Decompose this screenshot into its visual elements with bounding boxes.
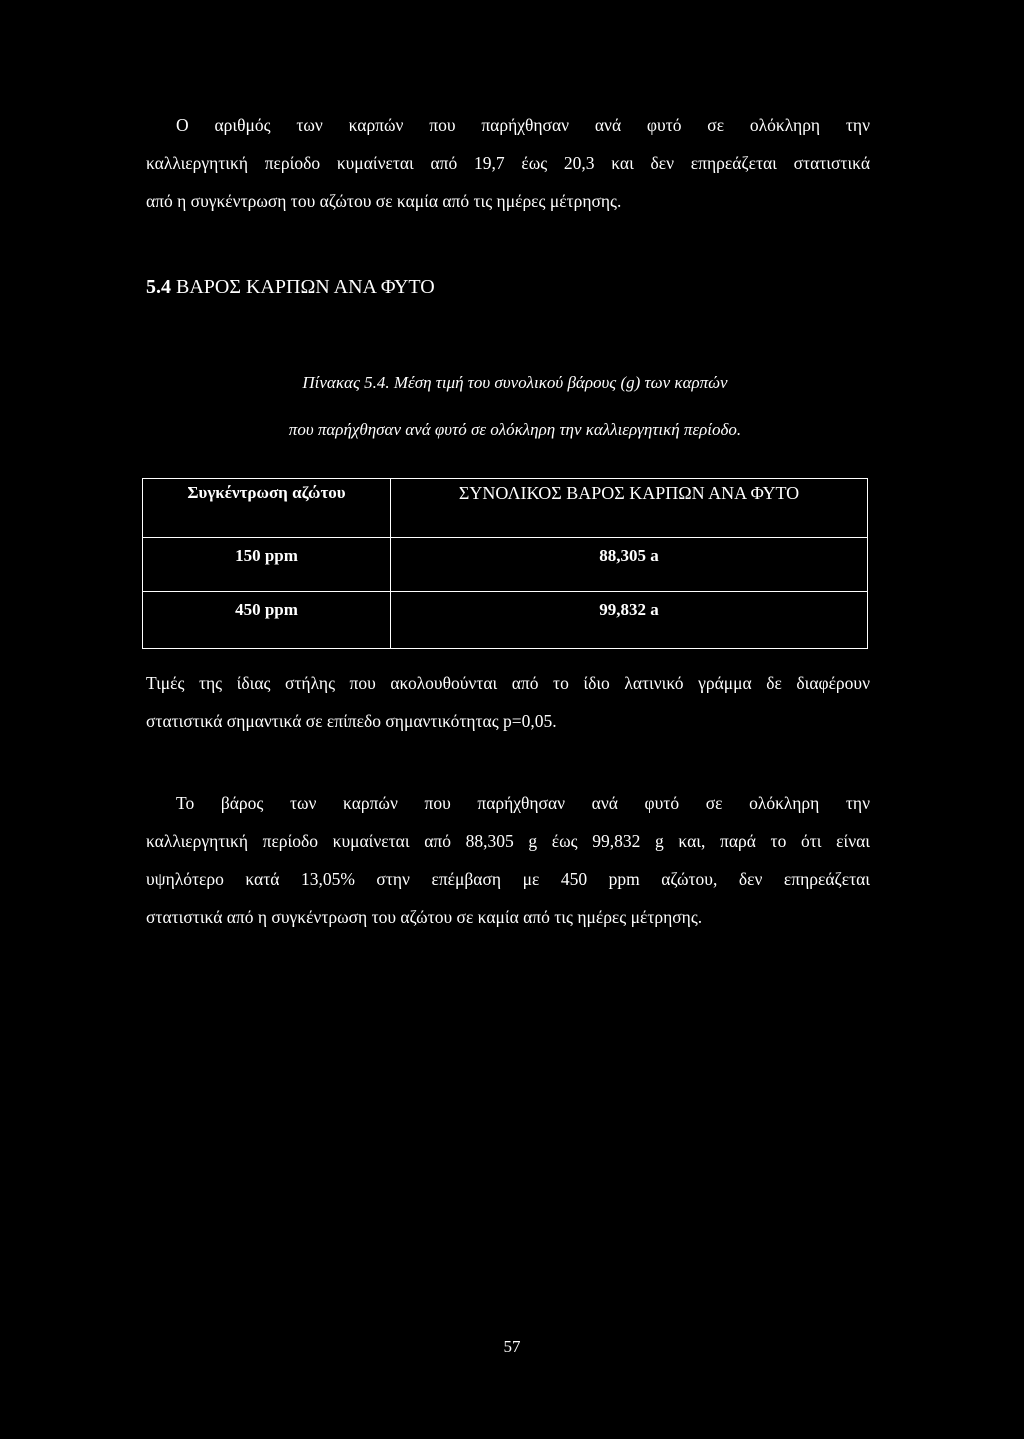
table-cell-weight: 99,832 a [391,592,868,649]
table-note-line: Τιμές της ίδιας στήλης που ακολουθούνται από το ίδιο λατινικό γράμμα δε διαφέρουν [146,673,870,693]
table-note-line: στατιστικά σημαντικά σε επίπεδο σημαντικότητας p=0,05. [146,711,557,731]
section-title: ΒΑΡΟΣ ΚΑΡΠΩΝ ΑΝΑ ΦΥΤΟ [176,276,435,298]
paragraph-line: από η συγκέντρωση του αζώτου σε καμία από τις ημέρες μέτρησης. [146,191,622,211]
table-row [143,538,868,592]
paragraph-line: υψηλότερο κατά 13,05% στην επέμβαση με 450 ppm αζώτου, δεν επηρεάζεται [146,869,870,889]
section-heading [146,273,435,301]
paragraph-line: καλλιεργητική περίοδο κυμαίνεται από 88,305 g έως 99,832 g και, παρά το ότι είναι [146,831,870,851]
table-header-total-weight: ΣΥΝΟΛΙΚΟΣ ΒΑΡΟΣ ΚΑΡΠΩΝ ΑΝΑ ΦΥΤΟ [391,479,868,538]
paragraph-line: Ο αριθμός των καρπών που παρήχθησαν ανά φυτό σε ολόκληρη την [176,115,870,135]
table-header-row [143,479,868,538]
paragraph-fruit-weight [146,784,870,936]
table-header-nitrogen: Συγκέντρωση αζώτου [143,479,391,538]
paragraph-line: Το βάρος των καρπών που παρήχθησαν ανά φυτό σε ολόκληρη την [176,793,870,813]
table-caption-line-1: Πίνακας 5.4. Μέση τιμή του συνολικού βάρους (g) των καρπών [302,373,728,392]
paragraph-line: καλλιεργητική περίοδο κυμαίνεται από 19,7 έως 20,3 και δεν επηρεάζεται στατιστικά [146,153,870,173]
page-number: 57 [503,1337,521,1356]
table-note [146,664,870,740]
table-caption-line-2: που παρήχθησαν ανά φυτό σε ολόκληρη την καλλιεργητική περίοδο. [288,420,742,439]
table-row [143,592,868,649]
table-cell-nitrogen: 150 ppm [143,538,391,592]
section-number: 5.4 [146,276,171,298]
paragraph-fruit-count [146,106,870,220]
table-cell-nitrogen: 450 ppm [143,592,391,649]
fruit-weight-table [142,478,868,649]
table-cell-weight: 88,305 a [391,538,868,592]
paragraph-line: στατιστικά από η συγκέντρωση του αζώτου σε καμία από τις ημέρες μέτρησης. [146,907,703,927]
